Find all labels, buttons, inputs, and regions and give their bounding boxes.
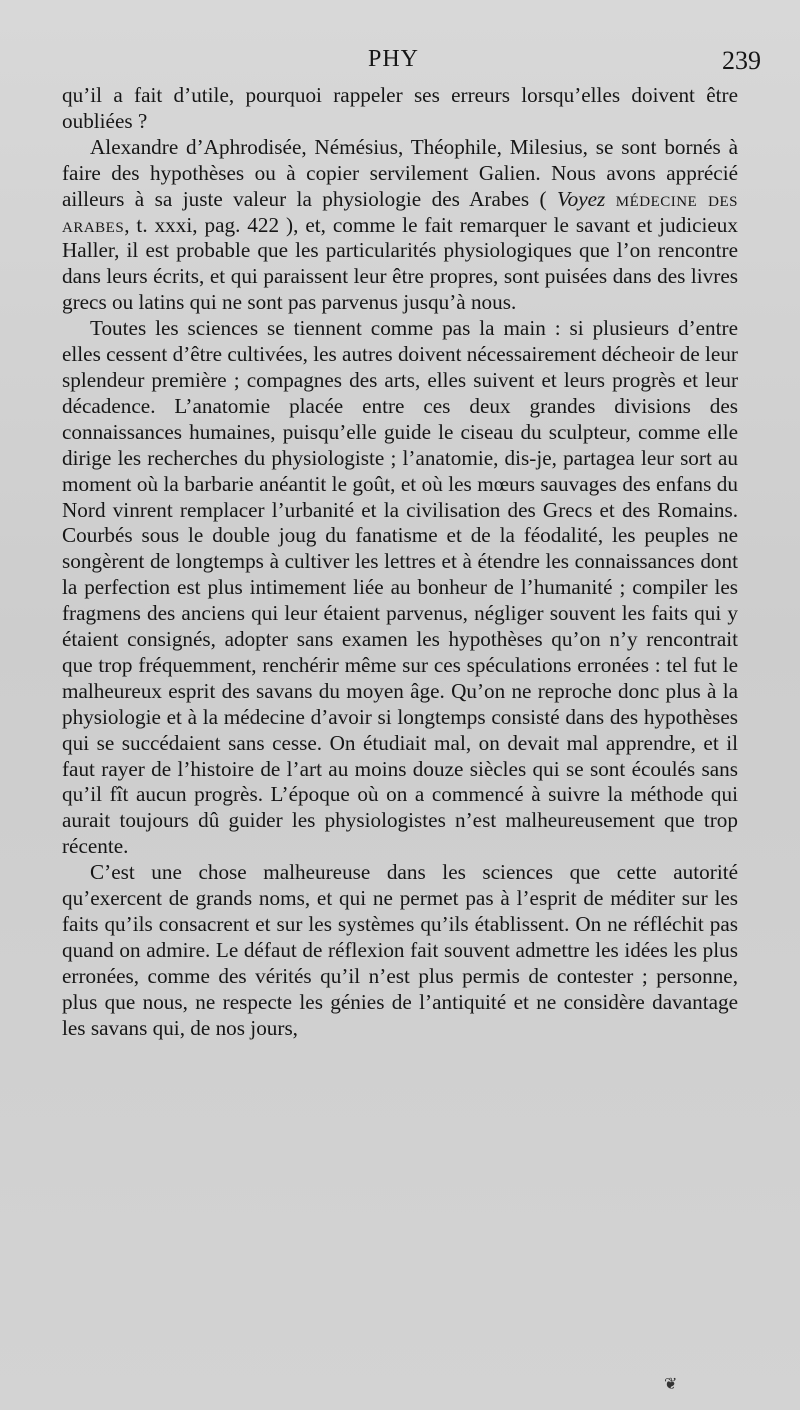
page-number: 239 [722,46,761,75]
running-head-title: PHY [368,46,420,72]
paragraph-2-text-before: Alexandre d’Aphrodisée, Némésius, Théophile, Milesius, se sont bornés à faire des hypothèses ou à copier servilement Galien. Nous avons apprécié ailleurs à sa juste valeur la physiologie des Arabes ( [62,134,738,211]
paragraph-3: Toutes les sciences se tiennent comme pas la main : si plusieurs d’entre elles cessent d’être cultivées, les autres doivent nécessairement décheoir de leur splendeur première ; compagnes des arts, elles suivent et leurs progrès et leur décadence. L’anatomie placée entre ces deux grandes divisions des connaissances humaines, puisqu’elle guide le ciseau du sculpteur, comme elle dirige les recherches du physiologiste ; l’anatomie, dis-je, partagea leur sort au moment où la barbarie anéantit le goût, et où les mœurs sauvages des enfans du Nord vinrent remplacer l’urbanité et la civilisation des Grecs et des Romains. Courbés sous le double joug du fanatisme et de la féodalité, les peuples ne songèrent de longtemps à cultiver les lettres et à étendre les connaissances dont la perfection est plus intimement liée au bonheur de l’humanité ; compiler les fragmens des anciens qui leur étaient parvenus, négliger souvent les faits qui y étaient consignés, adopter sans examen les hypothèses qu’on n’y rencontrait que trop fréquemment, renchérir même sur ces spéculations erronées : tel fut le malheureux esprit des savans du moyen âge. Qu’on ne reproche donc plus à la physiologie et à la médecine d’avoir si longtemps consisté dans des hypothèses qui se succédaient sans cesse. On étudiait mal, on devait mal apprendre, et il faut rayer de l’histoire de l’art au moins douze siècles qui se sont écoulés sans qu’il fît aucun progrès. L’époque où on a commencé à suivre la méthode qui aurait toujours dû guider les physiologistes n’est malheureusement que trop récente. [62,316,738,859]
paragraph-4: C’est une chose malheureuse dans les sciences que cette autorité qu’exercent de grands noms, et qui ne permet pas à l’esprit de méditer sur les faits qu’ils consacrent et sur les systèmes qu’ils établissent. On ne réfléchit pas quand on admire. Le défaut de réflexion fait souvent admettre les idées les plus erronées, comme des vérités qu’il n’est plus permis de contester ; personne, plus que nous, ne respecte les génies de l’antiquité et ne considère davantage les savans qui, de nos jours, [62,860,738,1040]
running-head [0,46,800,82]
cross-reference: médecine des arabes [62,186,738,237]
printer-mark: ❦ [664,1374,678,1393]
paragraph-2 [62,135,738,316]
paragraph-2-text-after: , t. xxxi, pag. 422 ), et, comme le fait remarquer le savant et judicieux Haller, il est probable que les particularités physiologiques que l’on rencontre dans leurs écrits, et qui paraissent leur être propres, sont puisées dans des livres grecs ou latins qui ne sont pas parvenus jusqu’à nous. [62,212,738,315]
body-text [62,83,738,1042]
voyez-reference-word: Voyez [557,186,606,211]
paragraph-1: qu’il a fait d’utile, pourquoi rappeler ses erreurs lorsqu’elles doivent être oubliées ? [62,83,738,133]
